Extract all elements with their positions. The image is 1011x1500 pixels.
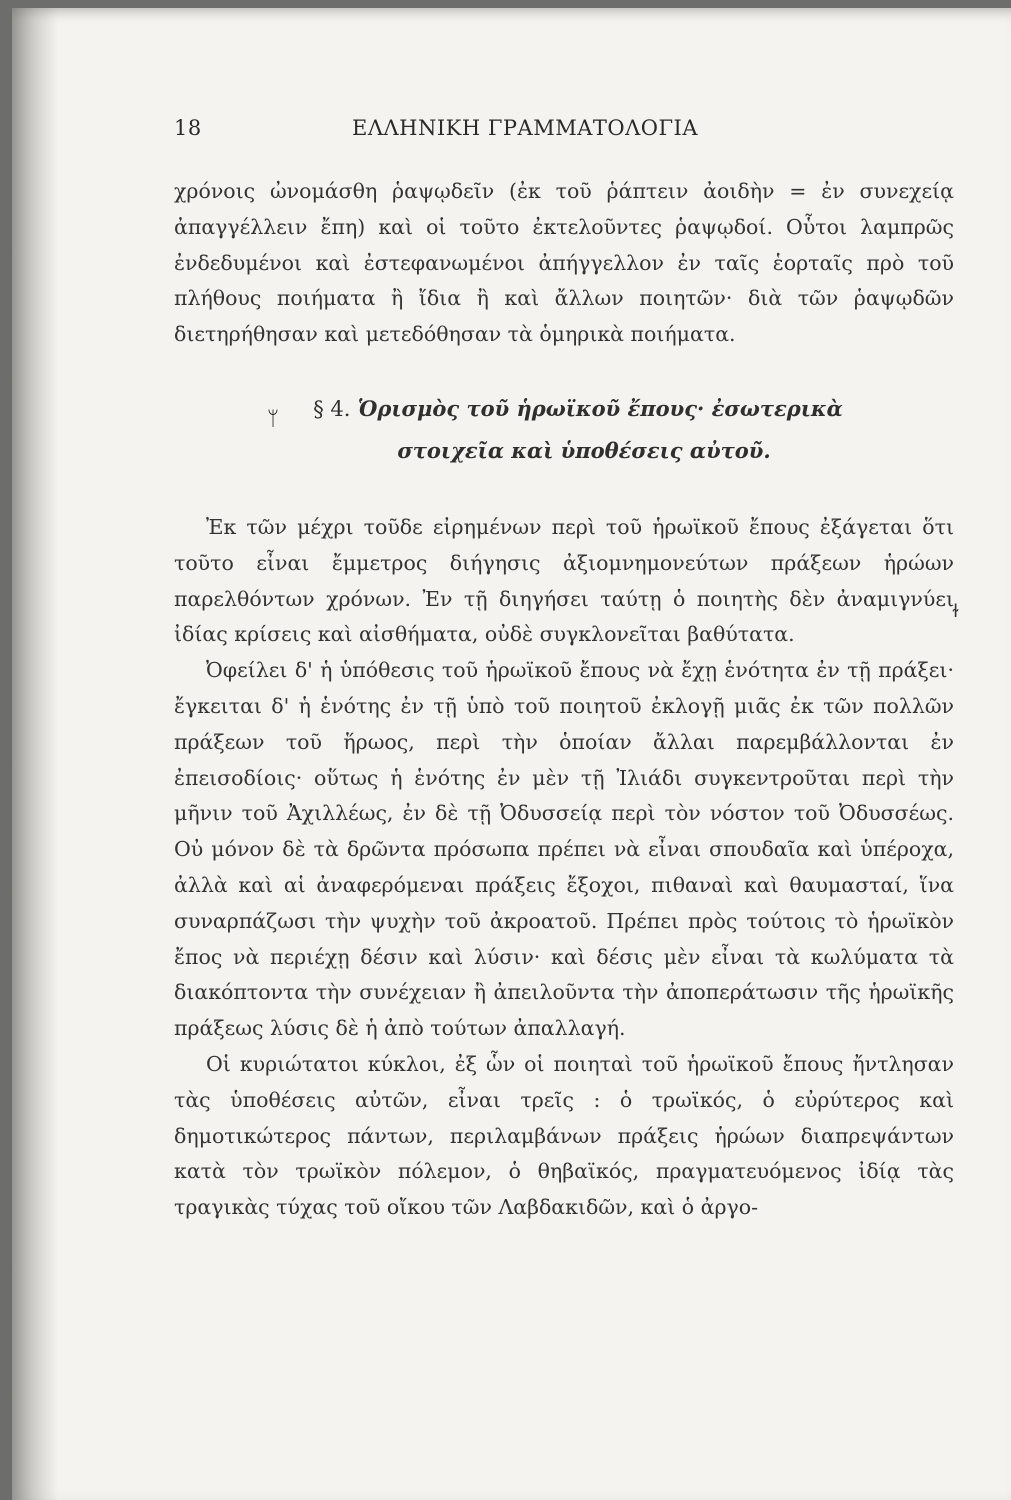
paragraph-definition: Ἐκ τῶν μέχρι τοῦδε εἰρημένων περὶ τοῦ ἡρωϊκοῦ ἔπους ἐξάγεται ὅτι τοῦτο εἶναι ἔμμετρος διήγησις ἀξιομνημονεύτων πράξεων ἡρώων παρελθόντων χρόνων. Ἐν τῇ διηγήσει ταύτῃ ὁ ποιητὴς δὲν ἀναμιγνύει ἰδίας κρίσεις καὶ αἰσθήματα, οὐδὲ συγκλονεῖται βαθύτατα. (174, 514, 954, 647)
page-gutter-shadow (12, 8, 58, 1500)
section-title-line-1 (174, 388, 954, 430)
page-number: 18 (174, 116, 202, 140)
paragraph-rhapsodes: χρόνοις ὠνομάσθη ῥαψῳδεῖν (ἐκ τοῦ ῥάπτειν ἀοιδὴν = ἐν συνεχείᾳ ἀπαγγέλλειν ἔπη) καὶ οἱ τοῦτο ἐκτελοῦντες ῥαψῳδοί. Οὗτοι λαμπρῶς ἐνδεδυμένοι καὶ ἐστεφανωμένοι ἀπήγγελλον ἐν ταῖς ἑορταῖς πρὸ τοῦ πλήθους ποιήματα ἢ ἴδια ἢ καὶ ἄλλων ποιητῶν· διὰ τῶν ῥαψῳδῶν διετηρήθησαν καὶ μετεδόθησαν τὰ ὁμηρικὰ ποιήματα. (174, 179, 954, 347)
running-head: ΕΛΛΗΝΙΚΗ ΓΡΑΜΜΑΤΟΛΟΓΙΑ (352, 116, 698, 140)
page-header (12, 116, 1011, 156)
page-body (174, 174, 954, 1226)
section-heading (174, 388, 954, 472)
paragraph-unity: Ὀφείλει δ' ἡ ὑπόθεσις τοῦ ἡρωϊκοῦ ἔπους νὰ ἔχῃ ἑνότητα ἐν τῇ πράξει· ἔγκειται δ' ἡ ἑνότης ἐν τῇ ὑπὸ τοῦ ποιητοῦ ἐκλογῇ μιᾶς ἐκ τῶν πολλῶν πράξεων τοῦ ἥρωος, περὶ τὴν ὁποίαν ἄλλαι παρεμβάλλονται ἐν ἐπεισοδίοις· οὕτως ἡ ἑνότης ἐν μὲν τῇ Ἰλιάδι συγκεντροῦται περὶ τὴν μῆνιν τοῦ Ἀχιλλέως, ἐν δὲ τῇ Ὀδυσσείᾳ περὶ τὸν νόστον τοῦ Ὀδυσσέως. Οὐ μόνον δὲ τὰ δρῶντα πρόσωπα πρέπει νὰ εἶναι σπουδαῖα καὶ ὑπέροχα, ἀλλὰ καὶ αἱ ἀναφερόμεναι πράξεις ἔξοχοι, πιθαναὶ καὶ θαυμασταί, ἵνα συναρπάζωσι τὴν ψυχὴν τοῦ ἀκροατοῦ. Πρέπει πρὸς τούτοις τὸ ἡρωϊκὸν ἔπος νὰ περιέχῃ δέσιν καὶ λύσιν· καὶ δέσις μὲν εἶναι τὰ κωλύματα τὰ διακόπτοντα τὴν συνέχειαν ἢ ἀπειλοῦντα τὴν ἀποπεράτωσιν τῆς ἡρωϊκῆς πράξεως λύσις δὲ ἡ ἀπὸ τούτων ἀπαλλαγή. (174, 658, 954, 1041)
margin-annotation: ɫ (952, 601, 960, 622)
section-title-text-1: Ὁρισμὸς τοῦ ἡρωϊκοῦ ἔπους· ἐσωτερικὰ (357, 395, 843, 421)
book-page (12, 8, 1011, 1500)
pencil-annotation: ᛘ (267, 406, 279, 430)
section-title-line-2: στοιχεῖα καὶ ὑποθέσεις αὐτοῦ. (397, 437, 771, 463)
paragraph-cycles: Οἱ κυριώτατοι κύκλοι, ἐξ ὧν οἱ ποιηταὶ τοῦ ἡρωϊκοῦ ἔπους ἤντλησαν τὰς ὑποθέσεις αὐτῶν, εἶναι τρεῖς : ὁ τρωϊκός, ὁ εὐρύτερος καὶ δημοτικώτερος πάντων, περιλαμβάνων πράξεις ἡρώων διαπρεψάντων κατὰ τὸν τρωϊκὸν πόλεμον, ὁ θηβαϊκός, πραγματευόμενος ἰδίᾳ τὰς τραγικὰς τύχας τοῦ οἴκου τῶν Λαβδακιδῶν, καὶ ὁ ἀργο- (174, 1051, 954, 1220)
section-mark: § 4. (313, 396, 351, 421)
